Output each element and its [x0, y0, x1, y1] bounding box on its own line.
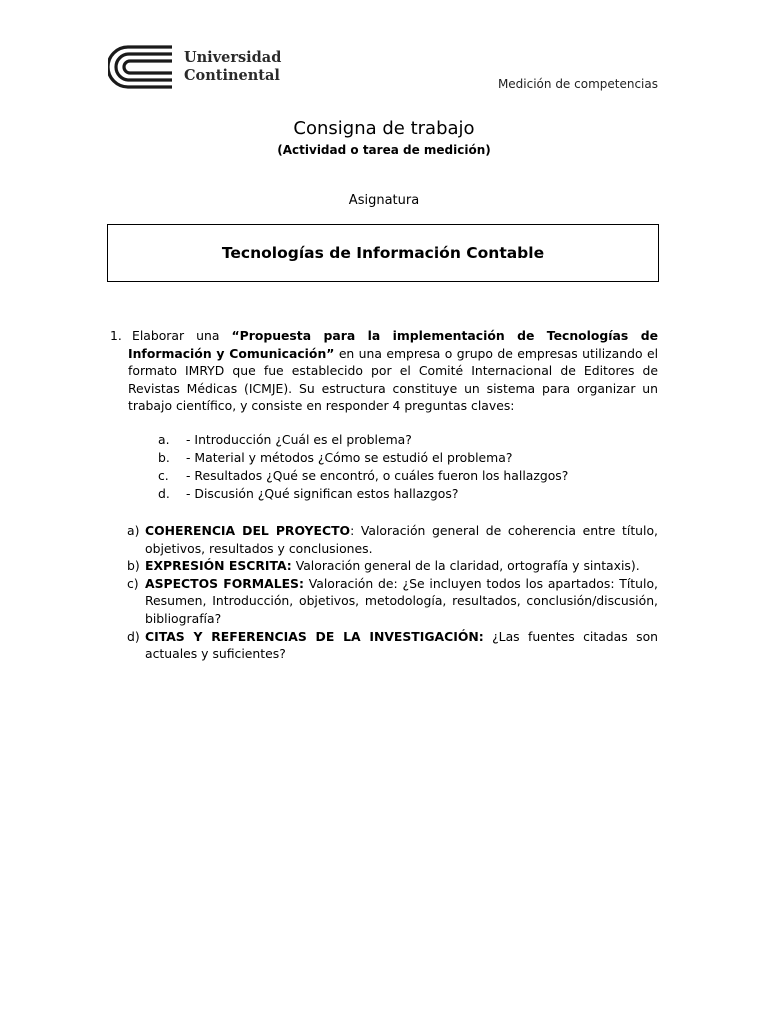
key-questions-list [158, 431, 638, 503]
subject-box [107, 224, 659, 282]
logo-line-1: Universidad [184, 49, 282, 66]
document-subtitle: (Actividad o tarea de medición) [277, 143, 491, 157]
continental-logo-icon [108, 44, 176, 90]
header-tag: Medición de competencias [497, 77, 658, 91]
criterion-item: a) COHERENCIA DEL PROYECTO: Valoración general de coherencia entre título, objetivos, resultados y conclusiones. [127, 523, 658, 556]
criterion-item: b) EXPRESIÓN ESCRITA: Valoración general de la claridad, ortografía y sintaxis). [127, 558, 640, 574]
list-item: c. - Resultados ¿Qué se encontró, o cuáles fueron los hallazgos? [158, 468, 569, 483]
evaluation-criteria [127, 522, 658, 663]
criterion-item: c) ASPECTOS FORMALES: Valoración de: ¿Se incluyen todos los apartados: Título, Resumen, Introducción, objetivos, metodología, resultados, conclusión/discusión, bibliografía? [127, 575, 658, 626]
list-item: a. - Introducción ¿Cuál es el problema? [158, 432, 412, 447]
list-item: b. - Material y métodos ¿Cómo se estudió el problema? [158, 450, 513, 465]
university-logo [108, 44, 288, 90]
document-title: Consigna de trabajo [293, 118, 475, 139]
item-bold-title: “Propuesta para la implementación de Tecnologías de Información y Comunicación” [128, 328, 658, 361]
item-number: 1. [110, 328, 122, 343]
subject-name: Tecnologías de Información Contable [221, 244, 545, 262]
item-lead: Elaborar una [132, 328, 220, 343]
criterion-item: d) CITAS Y REFERENCIAS DE LA INVESTIGACIÓN: ¿Las fuentes citadas son actuales y suficientes? [127, 628, 658, 662]
logo-line-2: Continental [184, 67, 280, 84]
asignatura-label: Asignatura [348, 193, 420, 208]
instruction-item-1 [110, 327, 658, 415]
item-description: en una empresa o grupo de empresas utilizando el formato IMRYD que fue establecido por el Comité Internacional de Editores de Revistas Médicas (ICMJE). Su estructura constituye un sistema para organizar un trabajo científico, y consiste en responder 4 preguntas claves: [128, 345, 659, 414]
list-item: d. - Discusión ¿Qué significan estos hallazgos? [158, 486, 459, 501]
